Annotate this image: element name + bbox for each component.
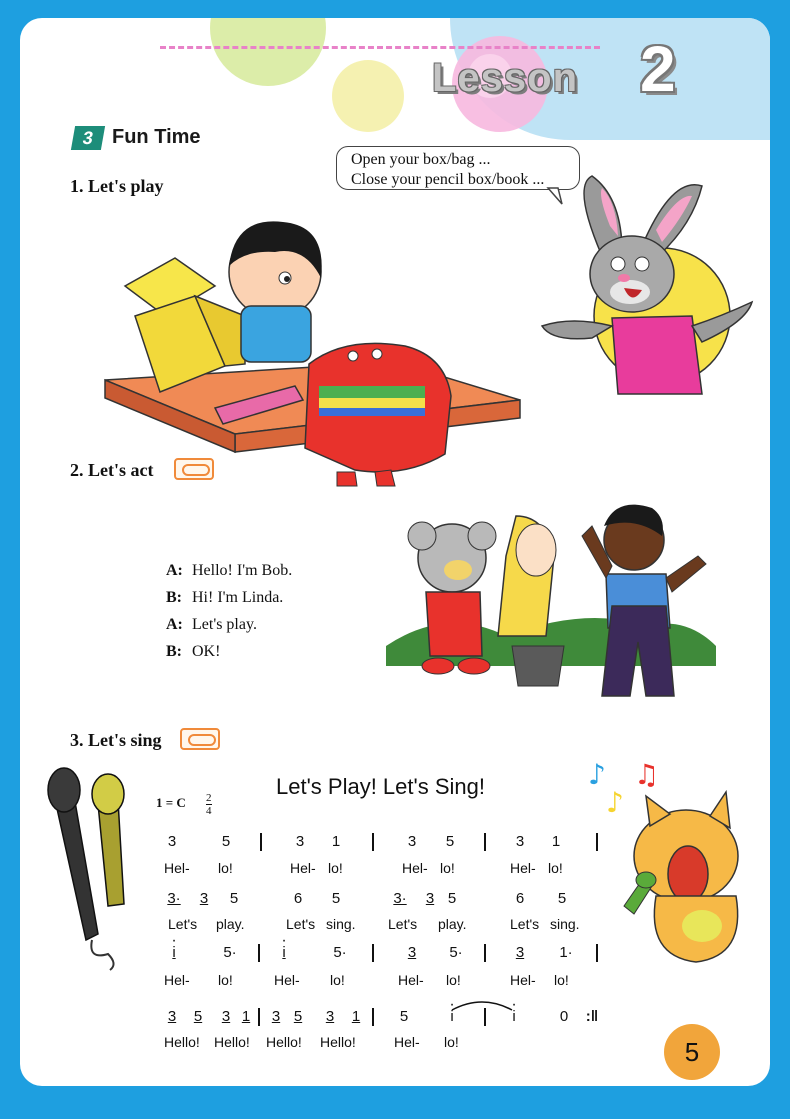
bar-line (260, 833, 262, 851)
note: · i (502, 1008, 526, 1025)
lyric: play. (438, 916, 467, 932)
page-number: 5 (664, 1024, 720, 1080)
dialog-text: Let's play. (192, 616, 257, 633)
audio-tape-icon (180, 728, 220, 750)
lyric: Hel- (402, 860, 428, 876)
note: 5 (229, 890, 239, 907)
lyric: lo! (328, 860, 343, 876)
time-signature-bottom: 4 (206, 805, 212, 817)
svg-text:♪: ♪ (606, 786, 624, 819)
lyric: Hel- (164, 972, 190, 988)
lyric: sing. (326, 916, 356, 932)
dialog-text: OK! (192, 643, 221, 660)
note: · i (440, 1008, 464, 1025)
dialog-text: Hello! I'm Bob. (192, 562, 293, 579)
note: · i (162, 944, 186, 961)
lyric: lo! (218, 860, 233, 876)
lyric: lo! (548, 860, 563, 876)
note: 3 (325, 1008, 335, 1025)
note: 5 (193, 1008, 203, 1025)
note: 3 (167, 1008, 177, 1025)
lyric: Let's (510, 916, 540, 932)
rabbit-illustration (532, 166, 752, 396)
lets-act-title: 2. Let's act (70, 460, 154, 480)
dialog-speaker: B: (166, 643, 182, 660)
dialog (166, 562, 292, 670)
note: 3 (271, 1008, 281, 1025)
note: 6 (293, 890, 303, 907)
lyric: lo! (446, 972, 461, 988)
note: 3· (167, 890, 181, 907)
note: 3 (515, 944, 525, 961)
note: 3 (199, 890, 209, 907)
repeat-sign: :‖ (585, 1008, 599, 1025)
note: · i (272, 944, 296, 961)
bar-line (484, 944, 486, 962)
time-signature (206, 792, 212, 817)
lyric: lo! (330, 972, 345, 988)
lyric: Hello! (320, 1034, 356, 1050)
svg-text:♫: ♫ (634, 758, 660, 791)
bar-line (484, 833, 486, 851)
note: 5· (223, 944, 237, 961)
lets-sing-title: 3. Let's sing (70, 730, 162, 750)
dialog-line (166, 643, 292, 670)
audio-tape-icon (174, 458, 214, 480)
lyric: Hel- (394, 1034, 420, 1050)
dialog-line (166, 616, 292, 643)
lesson-label: Lesson (432, 56, 579, 100)
time-signature-top: 2 (206, 792, 212, 804)
lyric: Hel- (290, 860, 316, 876)
note: 3 (407, 944, 417, 961)
note: 1 (551, 833, 561, 850)
section-title: Fun Time (112, 126, 201, 148)
note: 5· (333, 944, 347, 961)
lyric: Let's (286, 916, 316, 932)
lets-play-title: 1. Let's play (70, 176, 164, 196)
dialog-speaker: A: (166, 616, 183, 633)
bar-line (258, 1008, 260, 1026)
note: 5 (399, 1008, 409, 1025)
bar-line (372, 1008, 374, 1026)
lyric: play. (216, 916, 245, 932)
lyric: Hel- (398, 972, 424, 988)
lyric: Hello! (266, 1034, 302, 1050)
children-and-bear-illustration (386, 496, 716, 696)
lyric: Let's (168, 916, 198, 932)
note: 3· (393, 890, 407, 907)
note: 1 (331, 833, 341, 850)
dialog-text: Hi! I'm Linda. (192, 589, 284, 606)
lyric: Hel- (274, 972, 300, 988)
dialog-speaker: A: (166, 562, 183, 579)
speech-line-1: Open your box/bag ... (351, 151, 491, 168)
note: 1· (559, 944, 573, 961)
bar-line (596, 833, 598, 851)
tie-arc (448, 996, 518, 1012)
note: 3 (167, 833, 177, 850)
lyric: lo! (218, 972, 233, 988)
lyric: Hello! (164, 1034, 200, 1050)
section-number-badge: 3 (71, 126, 105, 150)
lyric: Hel- (510, 972, 536, 988)
bar-line (372, 833, 374, 851)
note: 3 (425, 890, 435, 907)
lyric: lo! (444, 1034, 459, 1050)
lyric: Hel- (164, 860, 190, 876)
note: 3 (295, 833, 305, 850)
bar-line (372, 944, 374, 962)
note: 0 (559, 1008, 569, 1025)
textbook-page (20, 18, 770, 1086)
header-dashes (160, 46, 600, 49)
note: 1 (241, 1008, 251, 1025)
note: 3 (407, 833, 417, 850)
note: 5 (557, 890, 567, 907)
bar-line (258, 944, 260, 962)
key-signature: 1 = C (156, 795, 186, 810)
note: 5 (447, 890, 457, 907)
speech-line-2: Close your pencil box/book ... (351, 171, 545, 188)
note: 5 (331, 890, 341, 907)
song-title: Let's Play! Let's Sing! (276, 774, 485, 799)
note: 3 (221, 1008, 231, 1025)
singing-hamster-illustration (576, 756, 756, 966)
lyric: sing. (550, 916, 580, 932)
note: 5 (221, 833, 231, 850)
note: 3 (515, 833, 525, 850)
note: 1 (351, 1008, 361, 1025)
note: 6 (515, 890, 525, 907)
lyric: lo! (554, 972, 569, 988)
dialog-line (166, 562, 292, 589)
lyric: Hel- (510, 860, 536, 876)
lyric: lo! (440, 860, 455, 876)
bar-line (596, 944, 598, 962)
lyric: Let's (388, 916, 418, 932)
dialog-speaker: B: (166, 589, 182, 606)
svg-text:♪: ♪ (588, 758, 606, 791)
lyric: Hello! (214, 1034, 250, 1050)
note: 5 (293, 1008, 303, 1025)
note: 5 (445, 833, 455, 850)
microphones-illustration (38, 764, 138, 964)
note: 5· (449, 944, 463, 961)
lesson-number: 2 (640, 33, 676, 105)
boy-with-box-illustration (105, 186, 525, 486)
dialog-line (166, 589, 292, 616)
